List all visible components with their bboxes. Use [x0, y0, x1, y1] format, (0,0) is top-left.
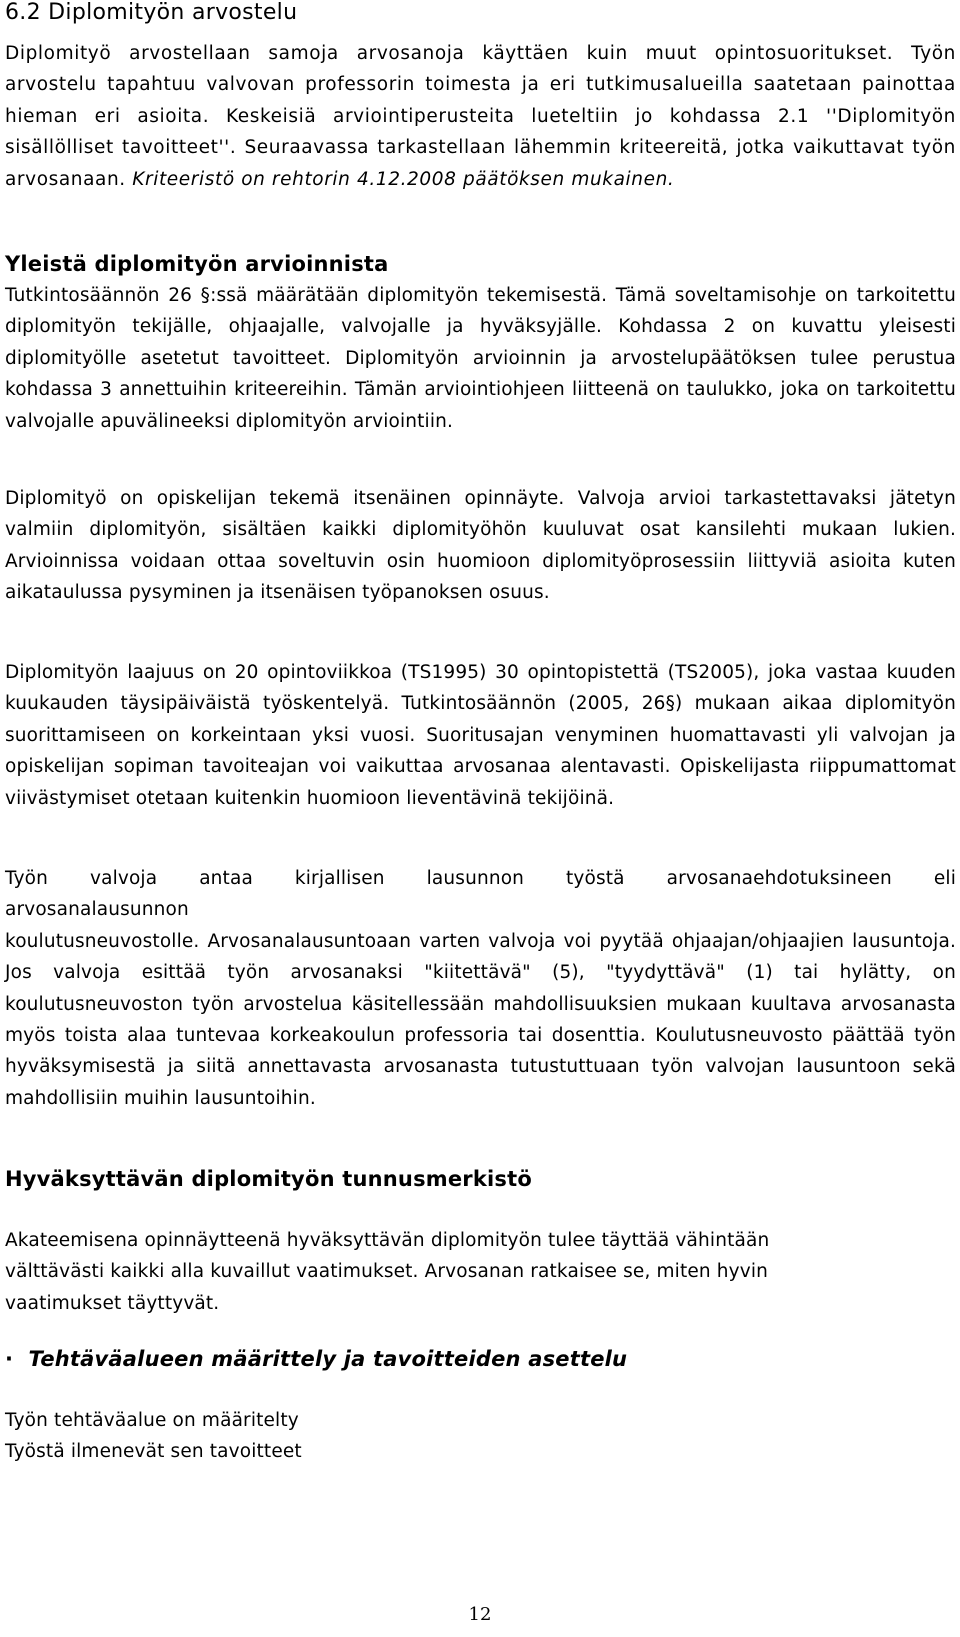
paragraph-thesis-scope: Diplomityön laajuus on 20 opintoviikkoa (TS1995) 30 opintopistettä (TS2005), joka vastaa kuuden kuukauden täysipäiväistä työskentelyä. Tutkintosäännön (2005, 26§) mukaan aikaa diplomityön suorittamiseen on korkeintaan yksi vuosi. Suoritusajan venyminen huomattavasti yli valvojan ja opiskelijan sopiman tavoiteajan voi vaikuttaa arvosanaa alentavasti. Opiskelijasta riippumattomat viivästymiset otetaan kuitenkin huomioon lieventävinä tekijöinä. [5, 662, 956, 809]
general-section-title: Yleistä diplomityön arvioinnista [5, 252, 389, 276]
criteria-paragraph: Akateemisena opinnäytteenä hyväksyttävän diplomityön tulee täyttää vähintään välttävästi kaikki alla kuvaillut vaatimukset. Arvosanan ratkaisee se, miten hyvin vaatimukset täyttyvät. [5, 1230, 770, 1314]
bullet-heading [5, 1346, 956, 1372]
statement-line-2: arvosanalausunnon [5, 899, 189, 921]
general-paragraph: Tutkintosäännön 26 §:ssä määrätään diplomityön tekemisestä. Tämä soveltamisohje on tarkoitettu diplomityön tekijälle, ohjaajalle, valvojalle ja hyväksyjälle. Kohdassa 2 on kuvattu yleisesti diplomityölle asetetut tavoitteet. Diplomityön arvioinnin ja arvostelupäätöksen tulee perustua kohdassa 3 annettuihin kriteereihin. Tämän arviointiohjeen liitteenä on taulukko, joka on tarkoitettu valvojalle apuvälineeksi diplomityön arviointiin. [5, 285, 956, 432]
intro-text: Diplomityö arvostellaan samoja arvosanoja käyttäen kuin muut opintosuoritukset. Työn arvostelu tapahtuu valvovan professorin toimesta ja eri tutkimusalueilla saatetaan painottaa hieman eri asioita. Keskeisiä arviointiperusteita lueteltiin jo kohdassa 2.1 ''Diplomityön sisällölliset tavoitteet''. Seuraavassa tarkastellaan lähemmin kriteereitä, jotka vaikuttavat työn arvosanaan. [5, 43, 956, 190]
bullet-heading-text: Tehtäväalueen määrittely ja tavoitteiden asettelu [28, 1347, 628, 1371]
criteria-section-title: Hyväksyttävän diplomityön tunnusmerkistö [5, 1167, 532, 1191]
bullet-marker: · [5, 1347, 14, 1371]
statement-rest: koulutusneuvostolle. Arvosanalausuntoaan varten valvoja voi pyytää ohjaajan/ohjaajien lausuntoja. Jos valvoja esittää työn arvosanaksi "kiitettävä" (5), "tyydyttävä" (1) tai hylätty, on koulutusneuvoston työn arvostelua käsitellessään mahdollisuuksien mukaan kuultava arvosanasta myös toista alaa tuntevaa korkeakoulun professoria tai dosenttia. Koulutusneuvosto päättää työn hyväksymisestä ja siitä annettavasta arvosanasta tutustuttuaan työn valvojan lausuntoon sekä mahdollisiin muihin lausuntoihin. [5, 930, 956, 1109]
paragraph-thesis-independent: Diplomityö on opiskelijan tekemä itsenäinen opinnäyte. Valvoja arvioi tarkastettavaksi jätetyn valmiin diplomityön, sisältäen kaikki diplomityöhön kuuluvat osat kansilehti mukaan lukien. Arvioinnissa voidaan ottaa soveltuvin osin huomioon diplomityöprosessiin liittyviä asioita kuten aikataulussa pysyminen ja itsenäisen työpanoksen osuus. [5, 488, 956, 604]
section-heading: 6.2 Diplomityön arvostelu [5, 0, 298, 25]
list-item: Työstä ilmenevät sen tavoitteet [5, 1441, 302, 1463]
criteria-list [5, 1405, 956, 1468]
list-item: Työn tehtäväalue on määritelty [5, 1410, 299, 1431]
intro-paragraph [5, 38, 956, 195]
page-number: 12 [468, 1604, 492, 1625]
statement-line-1: Työn valvoja antaa kirjallisen lausunnon työstä arvosanaehdotuksineen eli [5, 868, 956, 889]
intro-italic-note: Kriteeristö on rehtorin 4.12.2008 päätöksen mukainen. [132, 168, 675, 190]
paragraph-supervisor-statement [5, 863, 956, 1114]
